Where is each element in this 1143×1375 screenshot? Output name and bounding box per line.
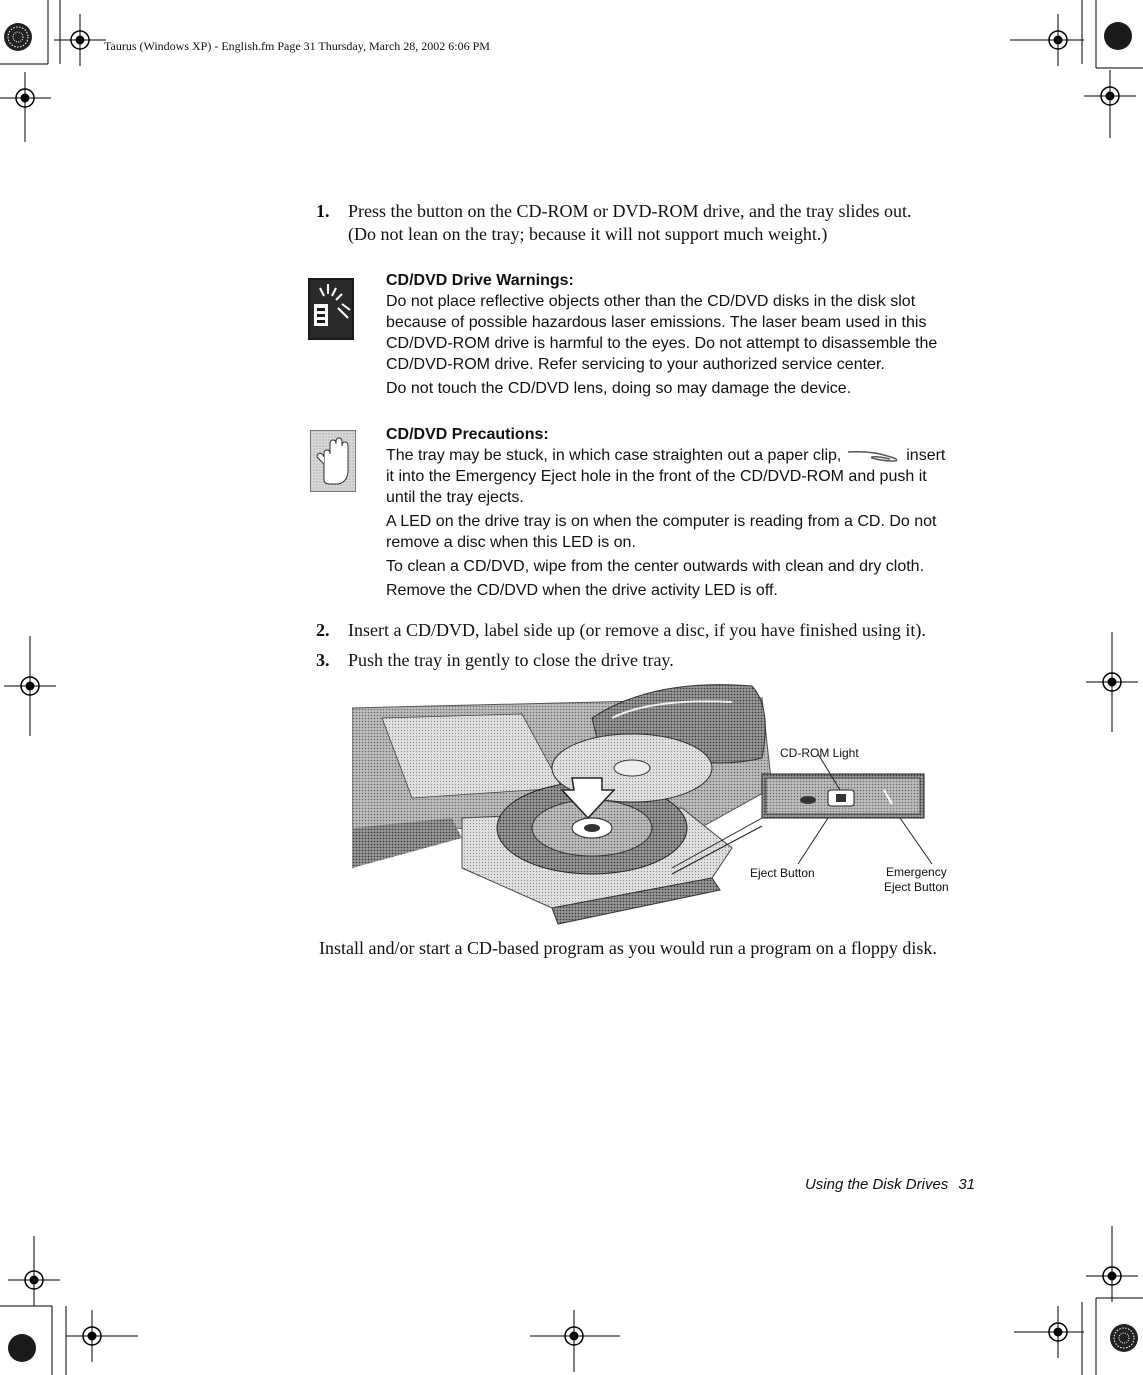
- precaution-text: The tray may be stuck, in which case straighten out a paper clip,: [386, 447, 842, 464]
- footer-section: Using the Disk Drives: [804, 1176, 949, 1193]
- callout-eject-button: Eject Button: [750, 866, 815, 880]
- precaution-line: remove a disc when this LED is on.: [386, 534, 636, 551]
- warning-note: [386, 270, 986, 399]
- precaution-title: CD/DVD Precautions:: [386, 426, 549, 443]
- step-number: 2.: [316, 620, 330, 640]
- precaution-note: [386, 424, 986, 601]
- callout-emergency-eject: [884, 865, 949, 895]
- warning-line: CD/DVD-ROM drive. Refer servicing to your authorized service center.: [386, 356, 885, 373]
- precaution-line: A LED on the drive tray is on when the computer is reading from a CD. Do not: [386, 513, 937, 530]
- page-number: 31: [958, 1176, 975, 1193]
- precaution-line: To clean a CD/DVD, wipe from the center outwards with clean and dry cloth.: [386, 558, 925, 575]
- warning-line: Do not place reflective objects other than the CD/DVD disks in the disk slot: [386, 293, 916, 310]
- step-number: 3.: [316, 650, 330, 670]
- step-text-line-1: Press the button on the CD-ROM or DVD-ROM drive, and the tray slides out.: [348, 201, 912, 221]
- step-number: 1.: [316, 201, 330, 221]
- page-footer: [805, 1176, 975, 1193]
- closing-paragraph: Install and/or start a CD-based program as you would run a program on a floppy disk.: [319, 938, 937, 958]
- precaution-line: Remove the CD/DVD when the drive activity LED is off.: [386, 582, 778, 599]
- precaution-text: insert: [906, 447, 946, 464]
- warning-extra: Do not touch the CD/DVD lens, doing so may damage the device.: [386, 380, 852, 397]
- precaution-line: [386, 445, 986, 466]
- warning-title: CD/DVD Drive Warnings:: [386, 272, 574, 289]
- precaution-line: until the tray ejects.: [386, 489, 524, 506]
- cd-tray-illustration: [352, 678, 972, 928]
- step-text-line-2: (Do not lean on the tray; because it will not support much weight.): [348, 224, 828, 244]
- step-text-line-1: Insert a CD/DVD, label side up (or remove a disc, if you have finished using it).: [348, 620, 926, 640]
- stop-hand-icon: [310, 430, 356, 492]
- warning-line: CD/DVD-ROM drive is harmful to the eyes. Do not attempt to disassemble the: [386, 335, 938, 352]
- step-text-line-1: Push the tray in gently to close the drive tray.: [348, 650, 674, 670]
- paper-clip-icon: [846, 449, 902, 463]
- precaution-line: it into the Emergency Eject hole in the front of the CD/DVD-ROM and push it: [386, 468, 927, 485]
- print-header: Taurus (Windows XP) - English.fm Page 31 Thursday, March 28, 2002 6:06 PM: [104, 39, 490, 53]
- warning-line: because of possible hazardous laser emissions. The laser beam used in this: [386, 314, 927, 331]
- callout-emergency-line-2: Eject Button: [884, 880, 949, 894]
- callout-emergency-line-1: Emergency: [886, 865, 947, 879]
- callout-cd-rom-light: CD-ROM Light: [780, 746, 859, 760]
- laser-warning-icon: [308, 278, 354, 340]
